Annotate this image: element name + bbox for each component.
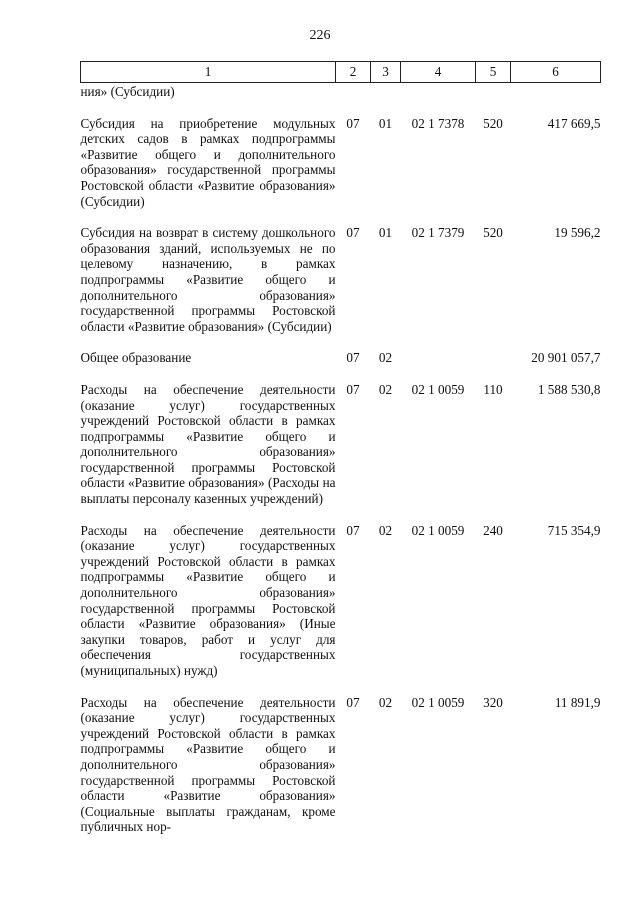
- row-target-code: [401, 334, 476, 366]
- row-section: 07: [346, 225, 360, 241]
- row-amount: 715 354,9: [547, 522, 601, 538]
- header-col-2: 2: [336, 62, 371, 83]
- header-col-3: 3: [371, 62, 401, 83]
- row-expense-type: 520: [483, 115, 503, 131]
- row-expense-type: 240: [483, 522, 503, 538]
- row-name: ния» (Субсидии): [80, 84, 175, 99]
- table-row: [81, 334, 601, 366]
- table-row: [81, 83, 601, 102]
- row-amount: 20 901 057,7: [531, 350, 601, 366]
- row-target-code: 02 1 0059: [411, 694, 465, 710]
- table-row: [81, 209, 601, 334]
- budget-table: [80, 61, 601, 835]
- row-expense-type: 520: [483, 225, 503, 241]
- header-row: [81, 62, 601, 83]
- row-amount: 11 891,9: [554, 694, 601, 710]
- row-section: [336, 83, 371, 102]
- header-col-1: 1: [81, 62, 336, 83]
- table-row: [81, 366, 601, 507]
- row-subsection: 02: [378, 381, 393, 397]
- row-section: 07: [346, 350, 360, 366]
- row-subsection: 01: [378, 225, 393, 241]
- row-name: Расходы на обеспечение деятельности (оказание услуг) государственных учреждений Ростовской области в рамках подпрограммы «Развитие общего и дополнительного образования» государственной программы Ростовской области «Развитие образования» (Расходы на выплаты персоналу казенных учреждений): [80, 381, 336, 507]
- row-section: 07: [346, 115, 360, 131]
- row-subsection: 02: [378, 694, 393, 710]
- row-amount: 417 669,5: [547, 115, 601, 131]
- row-name: Расходы на обеспечение деятельности (оказание услуг) государственных учреждений Ростовской области в рамках подпрограммы «Развитие общего и дополнительного образования» государственной программы Ростовской области «Развитие образования» (Иные закупки товаров, работ и услуг для обеспечения государственных (муниципальных) нужд): [80, 522, 336, 678]
- row-amount: 1 588 530,8: [537, 381, 601, 397]
- row-expense-type: 320: [483, 694, 503, 710]
- row-subsection: [371, 83, 401, 102]
- table-row: [81, 679, 601, 835]
- row-name: Субсидия на приобретение модульных детских садов в рамках подпрограммы «Развитие общего и дополнительного образования» государственной программы Ростовской области «Развитие образования» (Субсидии): [80, 115, 336, 209]
- row-target-code: 02 1 7378: [411, 115, 465, 131]
- row-target-code: 02 1 0059: [411, 522, 465, 538]
- row-target-code: [401, 83, 476, 102]
- table-row: [81, 102, 601, 210]
- table-row: [81, 507, 601, 679]
- row-section: 07: [346, 694, 360, 710]
- row-name: Общее образование: [80, 350, 192, 366]
- row-subsection: 02: [378, 350, 393, 366]
- row-amount: [511, 83, 601, 102]
- row-target-code: 02 1 7379: [411, 225, 465, 241]
- header-col-4: 4: [401, 62, 476, 83]
- row-expense-type: 110: [483, 381, 503, 397]
- header-col-6: 6: [511, 62, 601, 83]
- page-number: 226: [309, 28, 331, 43]
- row-expense-type: [476, 83, 511, 102]
- row-amount: 19 596,2: [554, 225, 601, 241]
- row-expense-type: [476, 334, 511, 366]
- row-subsection: 01: [378, 115, 393, 131]
- row-section: 07: [346, 381, 360, 397]
- row-section: 07: [346, 522, 360, 538]
- row-target-code: 02 1 0059: [411, 381, 465, 397]
- row-name: Расходы на обеспечение деятельности (оказание услуг) государственных учреждений Ростовской области в рамках подпрограммы «Развитие общего и дополнительного образования» государственной программы Ростовской области «Развитие образования» (Социальные выплаты гражданам, кроме публичных нор-: [80, 694, 336, 835]
- header-col-5: 5: [476, 62, 511, 83]
- row-subsection: 02: [378, 522, 393, 538]
- row-name: Субсидия на возврат в систему дошкольного образования зданий, используемых не по целевому назначению, в рамках подпрограммы «Развитие общего и дополнительного образования» государственной программы Ростовской области «Развитие образования» (Субсидии): [80, 225, 336, 334]
